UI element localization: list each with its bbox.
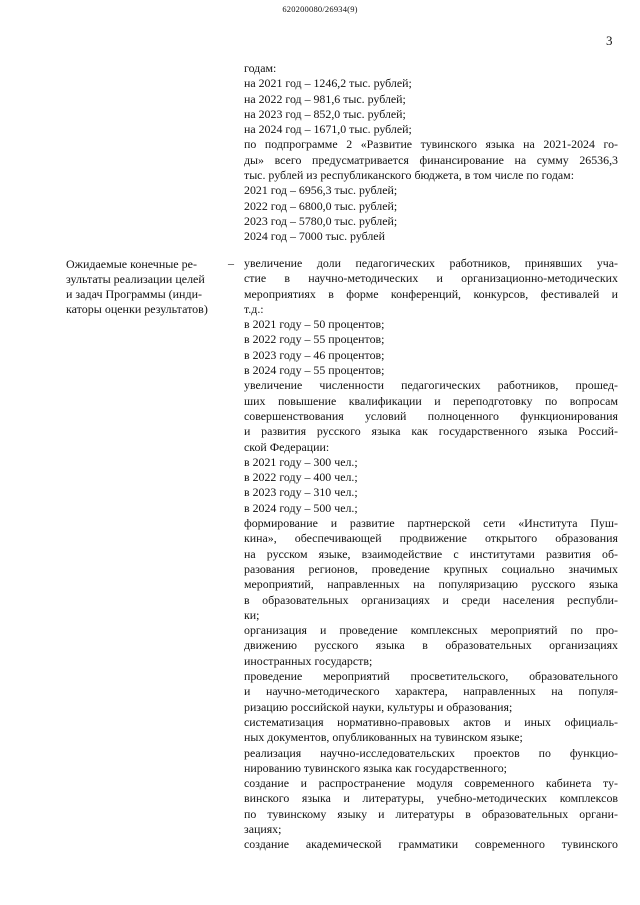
result-line: мероприятиях в форме конференций, конкурсов, фестивалей и: [244, 286, 618, 301]
result-line: движению русского языка в образовательных организациях: [244, 638, 618, 653]
funding-line: 2024 год – 7000 тыс. рублей: [244, 229, 385, 244]
result-line: в 2024 году – 55 процентов;: [244, 363, 385, 378]
result-line: в 2023 году – 310 чел.;: [244, 485, 358, 500]
expected-results-block: [244, 256, 618, 853]
funding-line: по подпрограмме 2 «Развитие тувинского языка на 2021-2024 го-: [244, 137, 618, 152]
result-line: зациях;: [244, 821, 282, 836]
result-line: т.д.:: [244, 301, 264, 316]
funding-line: ды» всего предусматривается финансирование на сумму 26536,3: [244, 152, 618, 167]
result-line: кина», обеспечивающей продвижение открытого образования: [244, 531, 618, 546]
result-line: систематизация нормативно-правовых актов и иных официаль-: [244, 714, 618, 729]
result-line: ших повышение квалификации и переподготовку по вопросам: [244, 393, 618, 408]
result-line: мероприятий, направленных на популяризацию русского языка: [244, 577, 618, 592]
result-line: в 2021 году – 300 чел.;: [244, 454, 358, 469]
funding-line: на 2022 год – 981,6 тыс. рублей;: [244, 91, 406, 106]
result-line: по тувинскому языку и литературы в образовательных органи-: [244, 806, 618, 821]
result-line: проведение мероприятий просветительского, образовательного: [244, 669, 618, 684]
result-line: иностранных государств;: [244, 653, 373, 668]
result-line: в 2021 году – 50 процентов;: [244, 317, 385, 332]
funding-line: на 2021 год – 1246,2 тыс. рублей;: [244, 76, 412, 91]
result-line: разования регионов, проведение крупных социально значимых: [244, 561, 618, 576]
funding-line: на 2023 год – 852,0 тыс. рублей;: [244, 106, 406, 121]
funding-line: 2023 год – 5780,0 тыс. рублей;: [244, 213, 398, 228]
label-line: Ожидаемые конечные ре-: [66, 257, 197, 271]
result-line: и развития русского языка как государственного языка Россий-: [244, 424, 618, 439]
row-dash: –: [228, 256, 234, 270]
result-line: формирование и развитие партнерской сети «Института Пуш-: [244, 516, 618, 531]
page-number: 3: [606, 33, 613, 48]
result-line: ризацию российской науки, культуры и образования;: [244, 699, 513, 714]
document-code: 620200080/26934(9): [282, 4, 358, 14]
result-line: в 2023 году – 46 процентов;: [244, 347, 385, 362]
result-line: в 2024 году – 500 чел.;: [244, 500, 358, 515]
result-line: ской Федерации:: [244, 439, 330, 454]
result-line: организация и проведение комплексных мероприятий по про-: [244, 623, 618, 638]
result-line: создание академической грамматики современного тувинского: [244, 837, 618, 852]
result-line: ки;: [244, 607, 260, 622]
result-line: создание и распространение модуля современного кабинета ту-: [244, 776, 618, 791]
result-line: и научно-методического характера, направленных на популя-: [244, 684, 618, 699]
result-line: увеличение доли педагогических работников, принявших уча-: [244, 256, 618, 270]
funding-line: 2021 год – 6956,3 тыс. рублей;: [244, 183, 398, 198]
label-line: зультаты реализации целей: [66, 272, 205, 286]
result-line: стие в научно-методических и организационно-методических: [244, 271, 618, 286]
funding-line: тыс. рублей из республиканского бюджета, в том числе по годам:: [244, 168, 574, 183]
funding-line: 2022 год – 6800,0 тыс. рублей;: [244, 198, 398, 213]
result-line: нированию тувинского языка как государственного;: [244, 760, 507, 775]
result-line: в 2022 году – 55 процентов;: [244, 332, 385, 347]
funding-line: на 2024 год – 1671,0 тыс. рублей;: [244, 122, 412, 137]
result-line: на русском языке, взаимодействие с институтами развития об-: [244, 546, 618, 561]
result-line: в 2022 году – 400 чел.;: [244, 470, 358, 485]
label-line: и задач Программы (инди-: [66, 287, 203, 301]
result-line: в образовательных организациях и среди населения республи-: [244, 592, 618, 607]
result-line: увеличение численности педагогических работников, прошед-: [244, 378, 618, 393]
result-line: совершенствования условий полноценного функционирования: [244, 408, 618, 423]
funding-continuation-block: [244, 61, 618, 245]
result-line: реализация научно-исследовательских проектов по функцио-: [244, 745, 618, 760]
result-line: ных документов, опубликованных на тувинском языке;: [244, 730, 523, 745]
expected-results-label: [66, 257, 226, 317]
funding-line: годам:: [244, 61, 277, 75]
result-line: винского языка и литературы, учебно-методических комплексов: [244, 791, 618, 806]
label-line: каторы оценки результатов): [66, 302, 208, 316]
